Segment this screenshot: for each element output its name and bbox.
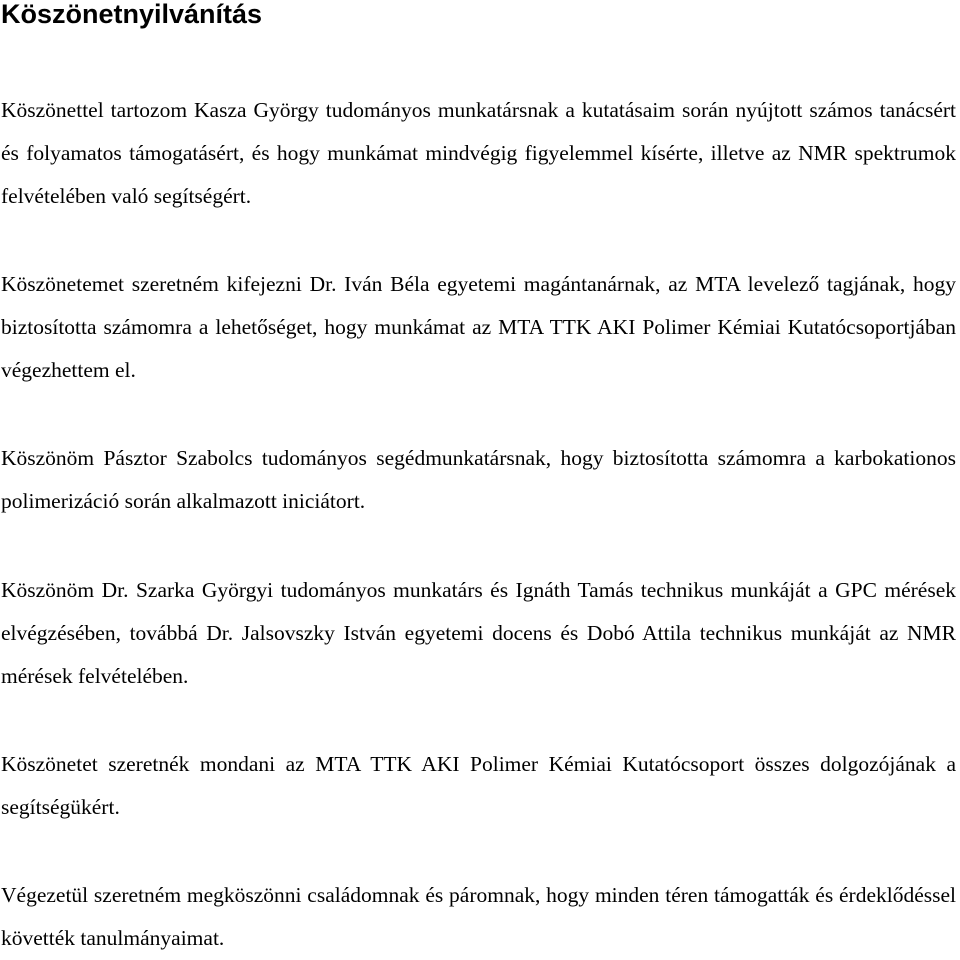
paragraph-kasza-gyorgy: Köszönettel tartozom Kasza György tudományos munkatársnak a kutatásaim során nyújtott számos tanácsért és folyamatos támogatásért, és hogy munkámat mindvégig figyelemmel kísérte, illetve az NMR spektrumok felvételében való segítségért. [1, 98, 956, 208]
paragraph-ivan-bela: Köszönetemet szeretném kifejezni Dr. Iván Béla egyetemi magántanárnak, az MTA levelező tagjának, hogy biztosította számomra a lehetőséget, hogy munkámat az MTA TTK AKI Polimer Kémiai Kutatócsoportjában végezhettem el. [1, 272, 956, 382]
paragraph-family: Végezetül szeretném megköszönni családomnak és páromnak, hogy minden téren támogatták és érdeklődéssel követték tanulmányaimat. [1, 883, 956, 950]
paragraph-research-group: Köszönetet szeretnék mondani az MTA TTK AKI Polimer Kémiai Kutatócsoport összes dolgozójának a segítségükért. [1, 752, 956, 819]
paragraph-gpc-nmr-measurements: Köszönöm Dr. Szarka Györgyi tudományos munkatárs és Ignáth Tamás technikus munkáját a GPC mérések elvégzésében, továbbá Dr. Jalsovszky István egyetemi docens és Dobó Attila technikus munkáját az NMR mérések felvételében. [1, 578, 956, 688]
page-title: Köszönetnyilvánítás [1, 0, 263, 29]
paragraph-pasztor-szabolcs: Köszönöm Pásztor Szabolcs tudományos segédmunkatársnak, hogy biztosította számomra a karbokationos polimerizáció során alkalmazott iniciátort. [1, 446, 956, 513]
